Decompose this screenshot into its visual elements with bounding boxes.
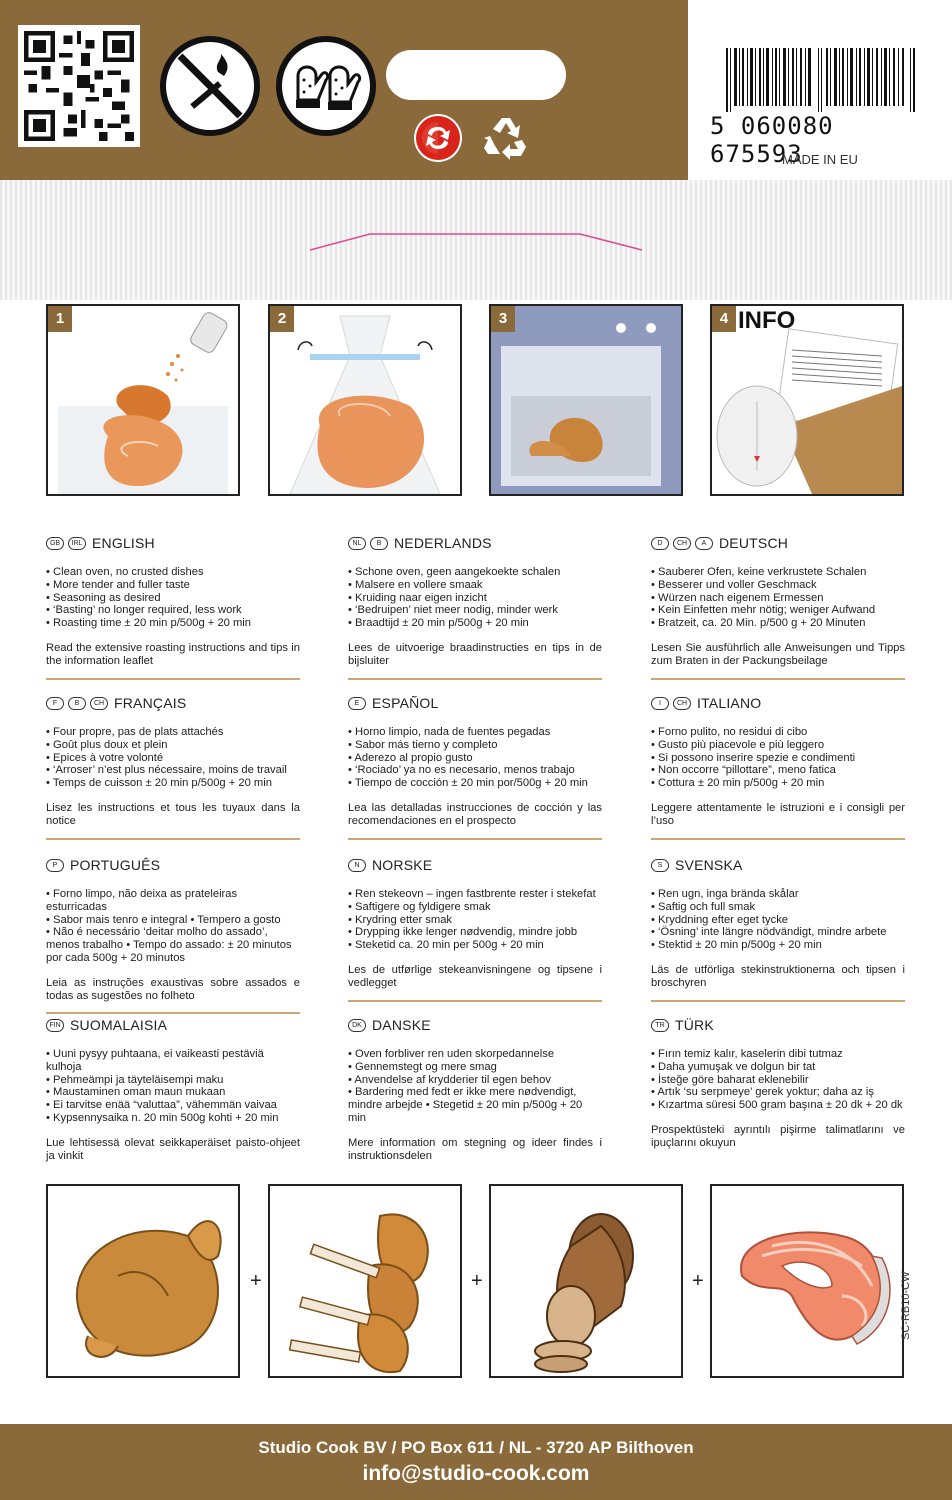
country-code-badge: E <box>348 697 366 710</box>
language-block <box>46 534 300 680</box>
feature-item: • Si possono inserire spezie e condimenti <box>651 752 905 765</box>
language-name: FRANÇAIS <box>114 694 187 711</box>
divider <box>46 838 300 840</box>
instructions-note: Lees de uitvoerige braadinstructies en tips in de bijsluiter <box>348 641 602 667</box>
step-4-image <box>710 304 904 496</box>
instructions-note: Prospektüsteki ayrıntılı pişirme talimatlarını ve ipuçlarını okuyun <box>651 1123 905 1149</box>
language-block <box>348 534 602 680</box>
language-heading <box>651 1016 905 1034</box>
feature-list <box>46 888 300 965</box>
feature-item: • Krydring etter smak <box>348 914 602 927</box>
feature-item: • Schone oven, geen aangekoekte schalen <box>348 566 602 579</box>
feature-item: • İsteğe göre baharat eklenebilir <box>651 1074 905 1087</box>
feature-item: • Braadtijd ± 20 min p/500g + 20 min <box>348 617 602 630</box>
feature-item: • Steketid ca. 20 min per 500g + 20 min <box>348 939 602 952</box>
feature-list <box>46 566 300 630</box>
feature-item: • Kypsennysaika n. 20 min 500g kohti + 20 min <box>46 1112 300 1125</box>
feature-list <box>348 888 602 952</box>
country-code-badge: DK <box>348 1019 366 1032</box>
country-code-badge: FIN <box>46 1019 64 1032</box>
instructions-note: Leggere attentamente le istruzioni e i consigli per l’uso <box>651 801 905 827</box>
company-email: info@studio-cook.com <box>362 1462 590 1485</box>
instructions-note: Mere information om stegning og ideer findes i instruktionsdelen <box>348 1136 602 1162</box>
feature-item: • More tender and fuller taste <box>46 579 300 592</box>
divider <box>348 678 602 680</box>
feature-list <box>46 1048 300 1125</box>
language-heading <box>46 856 300 874</box>
country-code-badge: A <box>695 537 713 550</box>
language-block <box>651 534 905 680</box>
step-3-image <box>489 304 683 496</box>
feature-list <box>651 566 905 630</box>
barcode-panel <box>700 0 952 180</box>
feature-item: • Gennemstegt og mere smag <box>348 1061 602 1074</box>
country-code-badge: S <box>651 859 669 872</box>
language-name: DEUTSCH <box>719 534 789 551</box>
country-code-badge: GB <box>46 537 64 550</box>
feature-item: • Bardering med fedt er ikke mere nødvendigt, mindre arbejde • Stegetid ± 20 min p/500g + 20 min <box>348 1086 602 1124</box>
instructions-note: Lesen Sie ausführlich alle Anweisungen und Tipps zum Braten in der Packungsbeilage <box>651 641 905 667</box>
feature-item: • Kein Einfetten mehr nötig; weniger Aufwand <box>651 604 905 617</box>
instructions-note: Lue lehtisessä olevat seikkaperäiset paisto-ohjeet ja vinkit <box>46 1136 300 1162</box>
divider <box>651 678 905 680</box>
language-name: TÜRK <box>675 1016 714 1033</box>
country-code-badge: NL <box>348 537 366 550</box>
country-code-badge: IRL <box>68 537 86 550</box>
feature-item: • Horno limpio, nada de fuentes pegadas <box>348 726 602 739</box>
language-block <box>46 856 300 1014</box>
divider <box>46 678 300 680</box>
feature-item: • Gusto più piacevole e più leggero <box>651 739 905 752</box>
feature-item: • Stektid ± 20 min p/500g + 20 min <box>651 939 905 952</box>
divider <box>46 1012 300 1014</box>
country-code-badge: CH <box>90 697 108 710</box>
feature-item: • Besserer und voller Geschmack <box>651 579 905 592</box>
language-heading <box>46 534 300 552</box>
step-number: 2 <box>270 306 294 332</box>
divider <box>348 1000 602 1002</box>
feature-item: • Não é necessário ‘deitar molho do assado’, menos trabalho • Tempo do assado: ± 20 minutos por cada 500g + 20 minutos <box>46 926 300 964</box>
country-code-badge: CH <box>673 537 691 550</box>
language-heading <box>348 1016 602 1034</box>
feature-item: • Maustaminen oman maun mukaan <box>46 1086 300 1099</box>
language-heading <box>651 694 905 712</box>
instructions-note: Read the extensive roasting instructions and tips in the information leaflet <box>46 641 300 667</box>
language-name: SVENSKA <box>675 856 743 873</box>
roast-meat-slices-image <box>489 1184 683 1378</box>
company-address: Studio Cook BV / PO Box 611 / NL - 3720 AP Bilthoven <box>258 1438 694 1457</box>
country-code-badge: N <box>348 859 366 872</box>
feature-item: • Epices à votre volonté <box>46 752 300 765</box>
feature-item: • Saftig och full smak <box>651 901 905 914</box>
instructions-note: Leia as instruções exaustivas sobre assados e todas as sugestões no folheto <box>46 976 300 1002</box>
language-heading <box>651 534 905 552</box>
language-name: ENGLISH <box>92 534 155 551</box>
language-block <box>348 694 602 840</box>
feature-item: • Bratzeit, ca. 20 Min. p/500 g + 20 Minuten <box>651 617 905 630</box>
feature-item: • Oven forbliver ren uden skorpedannelse <box>348 1048 602 1061</box>
feature-item: • Sabor mais tenro e integral • Tempero a gosto <box>46 914 300 927</box>
feature-item: • Temps de cuisson ± 20 min p/500g + 20 min <box>46 777 300 790</box>
language-heading <box>46 1016 300 1034</box>
feature-item: • Tiempo de cocción ± 20 min por/500g + 20 min <box>348 777 602 790</box>
language-block <box>348 1016 602 1162</box>
feature-item: • Goût plus doux et plein <box>46 739 300 752</box>
barcode-number: 5 060080 675593 <box>710 112 940 168</box>
instructions-note: Lisez les instructions et tous les tuyaux dans la notice <box>46 801 300 827</box>
feature-item: • ‘Basting’ no longer required, less work <box>46 604 300 617</box>
chicken-legs-image <box>268 1184 462 1378</box>
instructions-note: Läs de utförliga stekinstruktionerna och tipsen i broschyren <box>651 963 905 989</box>
feature-item: • Ren stekeovn – ingen fastbrente rester i stekefat <box>348 888 602 901</box>
feature-list <box>651 888 905 952</box>
country-code-badge: D <box>651 537 669 550</box>
language-heading <box>651 856 905 874</box>
blank-label-area <box>386 50 566 100</box>
divider <box>651 838 905 840</box>
feature-item: • ‘Arroser’ n’est plus nécessaire, moins de travail <box>46 764 300 777</box>
step-number: 3 <box>491 306 515 332</box>
feature-item: • Uuni pysyy puhtaana, ei vaikeasti pestäviä kulhoja <box>46 1048 300 1074</box>
country-code-badge: B <box>370 537 388 550</box>
country-code-badge: B <box>68 697 86 710</box>
country-code-badge: P <box>46 859 64 872</box>
divider <box>651 1000 905 1002</box>
language-name: NEDERLANDS <box>394 534 492 551</box>
salmon-steak-image <box>710 1184 904 1378</box>
country-code-badge: TR <box>651 1019 669 1032</box>
feature-item: • Würzen nach eigenem Ermessen <box>651 592 905 605</box>
oven-mitts-icon <box>276 36 376 136</box>
feature-item: • Clean oven, no crusted dishes <box>46 566 300 579</box>
feature-item: • Sabor más tierno y completo <box>348 739 602 752</box>
no-open-flame-icon <box>160 36 260 136</box>
feature-item: • ‘Ösning’ inte längre nödvändigt, mindre arbete <box>651 926 905 939</box>
green-dot-icon <box>414 114 462 162</box>
language-name: DANSKE <box>372 1016 431 1033</box>
language-name: ITALIANO <box>697 694 762 711</box>
language-block <box>46 694 300 840</box>
feature-item: • Ren ugn, inga brända skålar <box>651 888 905 901</box>
language-heading <box>348 534 602 552</box>
feature-item: • Sauberer Ofen, keine verkrustete Schalen <box>651 566 905 579</box>
feature-item: • Kruiding naar eigen inzicht <box>348 592 602 605</box>
feature-item: • Daha yumuşak ve dolgun bir tat <box>651 1061 905 1074</box>
language-name: NORSKE <box>372 856 433 873</box>
step-2-image <box>268 304 462 496</box>
qr-code <box>18 25 140 147</box>
made-in-label: MADE IN EU <box>782 152 858 167</box>
language-name: ESPAÑOL <box>372 694 439 711</box>
feature-item: • Cottura ± 20 min p/500g + 20 min <box>651 777 905 790</box>
feature-item: • Anvendelse af krydderier til egen behov <box>348 1074 602 1087</box>
feature-list <box>651 726 905 790</box>
feature-item: • Four propre, pas de plats attachés <box>46 726 300 739</box>
feature-item: • Forno limpo, não deixa as prateleiras esturricadas <box>46 888 300 914</box>
language-heading <box>348 694 602 712</box>
feature-item: • Roasting time ± 20 min p/500g + 20 min <box>46 617 300 630</box>
feature-item: • Aderezo al propio gusto <box>348 752 602 765</box>
language-block <box>46 1016 300 1162</box>
step-1-image <box>46 304 240 496</box>
step-info-label: INFO <box>738 307 796 334</box>
divider <box>348 838 602 840</box>
language-heading <box>348 856 602 874</box>
barcode <box>726 48 916 114</box>
language-heading <box>46 694 300 712</box>
instructions-note: Les de utførlige stekeanvisningene og tipsene i vedlegget <box>348 963 602 989</box>
header-band <box>0 0 688 180</box>
feature-list <box>348 1048 602 1125</box>
instructions-note: Lea las detalladas instrucciones de cocción y las recomendaciones en el prospecto <box>348 801 602 827</box>
step-number: 1 <box>48 306 72 332</box>
plus-sign: + <box>250 1270 262 1292</box>
feature-item: • Fırın temiz kalır, kaselerin dibi tutmaz <box>651 1048 905 1061</box>
feature-item: • Kızartma süresi 500 gram başına ± 20 dk + 20 dk <box>651 1099 905 1112</box>
country-code-badge: I <box>651 697 669 710</box>
feature-item: • Saftigere og fyldigere smak <box>348 901 602 914</box>
language-block <box>651 1016 905 1150</box>
language-block <box>651 694 905 840</box>
feature-item: • Drypping ikke lenger nødvendig, mindre jobb <box>348 926 602 939</box>
plus-sign: + <box>692 1270 704 1292</box>
feature-list <box>651 1048 905 1112</box>
feature-item: • Malsere en vollere smaak <box>348 579 602 592</box>
product-code: SC-RB10-CW <box>900 1271 912 1340</box>
feature-item: • Ei tarvitse enää “valuttaa”, vähemmän vaivaa <box>46 1099 300 1112</box>
feature-list <box>46 726 300 790</box>
country-code-badge: F <box>46 697 64 710</box>
feature-item: • Artık ‘su serpmeye’ gerek yoktur; daha az iş <box>651 1086 905 1099</box>
feature-list <box>348 566 602 630</box>
feature-item: • Non occorre “pillottare”, meno fatica <box>651 764 905 777</box>
language-block <box>348 856 602 1002</box>
recycle-icon <box>480 112 532 164</box>
feature-item: • ‘Bedruipen’ niet meer nodig, minder werk <box>348 604 602 617</box>
country-code-badge: CH <box>673 697 691 710</box>
step-number: 4 <box>712 306 736 332</box>
feature-item: • Kryddning efter eget tycke <box>651 914 905 927</box>
feature-item: • Pehmeämpi ja täyteläisempi maku <box>46 1074 300 1087</box>
feature-item: • Forno pulito, no residui di cibo <box>651 726 905 739</box>
language-name: SUOMALAISIA <box>70 1016 168 1033</box>
plus-sign: + <box>471 1270 483 1292</box>
feature-item: • ‘Rociado’ ya no es necesario, menos trabajo <box>348 764 602 777</box>
footer-band <box>0 1424 952 1500</box>
feature-item: • Seasoning as desired <box>46 592 300 605</box>
pink-fold-line <box>310 232 642 252</box>
language-name: PORTUGUÊS <box>70 856 161 873</box>
language-block <box>651 856 905 1002</box>
whole-chicken-image <box>46 1184 240 1378</box>
feature-list <box>348 726 602 790</box>
